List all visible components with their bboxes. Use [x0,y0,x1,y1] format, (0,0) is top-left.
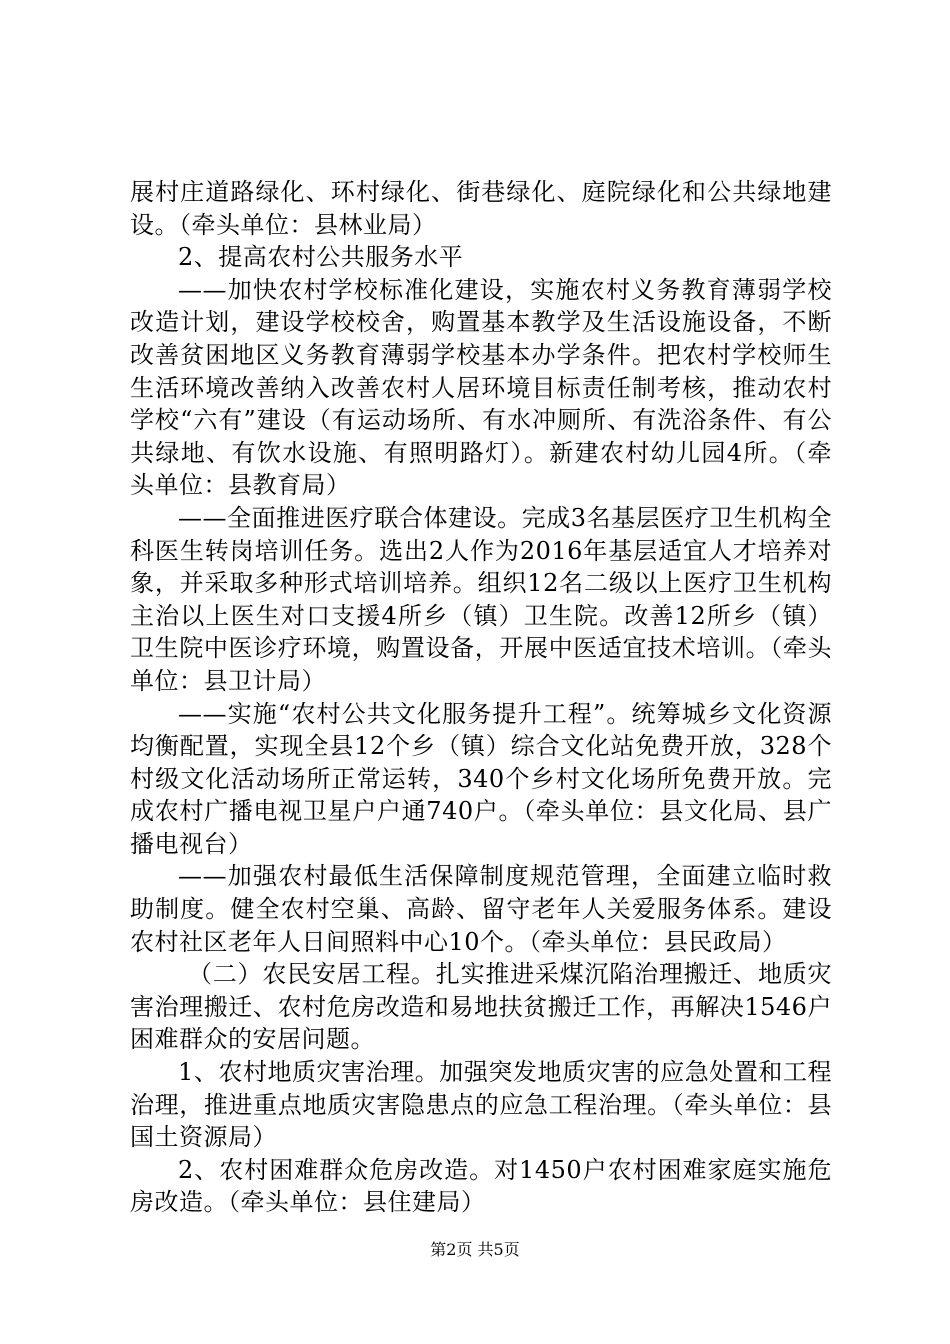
paragraph-culture-services: ——实施“农村公共文化服务提升工程”。统筹城乡文化资源均衡配置，实现全县12个乡（镇）综合文化站免费开放，328个村级文化活动场所正常运转，340个乡村文化场所免费开放。完成农村广播电视卫星户户通740户。（牵头单位：县文化局、县广播电视台） [130,699,832,858]
document-body [130,176,832,1219]
paragraph-school-construction: ——加快农村学校标准化建设，实施农村义务教育薄弱学校改造计划，建设学校校舍，购置基本教学及生活设施设备，不断改善贫困地区义务教育薄弱学校基本办学条件。把农村学校师生生活环境改善纳入改善农村人居环境目标责任制考核，推动农村学校“六有”建设（有运动场所、有水冲厕所、有洗浴条件、有公共绿地、有饮水设施、有照明路灯）。新建农村幼儿园4所。（牵头单位：县教育局） [130,275,832,500]
page-number: 第2页 共5页 [430,1240,520,1259]
paragraph-greening-continued: 展村庄道路绿化、环村绿化、街巷绿化、庭院绿化和公共绿地建设。（牵头单位：县林业局） [130,178,832,239]
paragraph-medical-alliance: ——全面推进医疗联合体建设。完成3名基层医疗卫生机构全科医生转岗培训任务。选出2人作为2016年基层适宜人才培养对象，并采取多种形式培训培养。组织12名二级以上医疗卫生机构主治以上医生对口支援4所乡（镇）卫生院。改善12所乡（镇）卫生院中医诊疗环境，购置设备，开展中医适宜技术培训。（牵头单位：县卫计局） [130,503,832,695]
section-heading-housing-project: （二）农民安居工程。扎实推进采煤沉陷治理搬迁、地质灾害治理搬迁、农村危房改造和易地扶贫搬迁工作，再解决1546户困难群众的安居问题。 [130,960,832,1054]
paragraph-dangerous-housing: 2、农村困难群众危房改造。对1450户农村困难家庭实施危房改造。（牵头单位：县住建局） [130,1155,832,1217]
paragraph-social-assistance: ——加强农村最低生活保障制度规范管理，全面建立临时救助制度。健全农村空巢、高龄、留守老年人关爱服务体系。建设农村社区老年人日间照料中心10个。（牵头单位：县民政局） [130,862,832,956]
paragraph-geological-disaster: 1、农村地质灾害治理。加强突发地质灾害的应急处置和工程治理，推进重点地质灾害隐患点的应急工程治理。（牵头单位：县国土资源局） [130,1058,832,1152]
section-heading-public-services: 2、提高农村公共服务水平 [178,243,464,272]
